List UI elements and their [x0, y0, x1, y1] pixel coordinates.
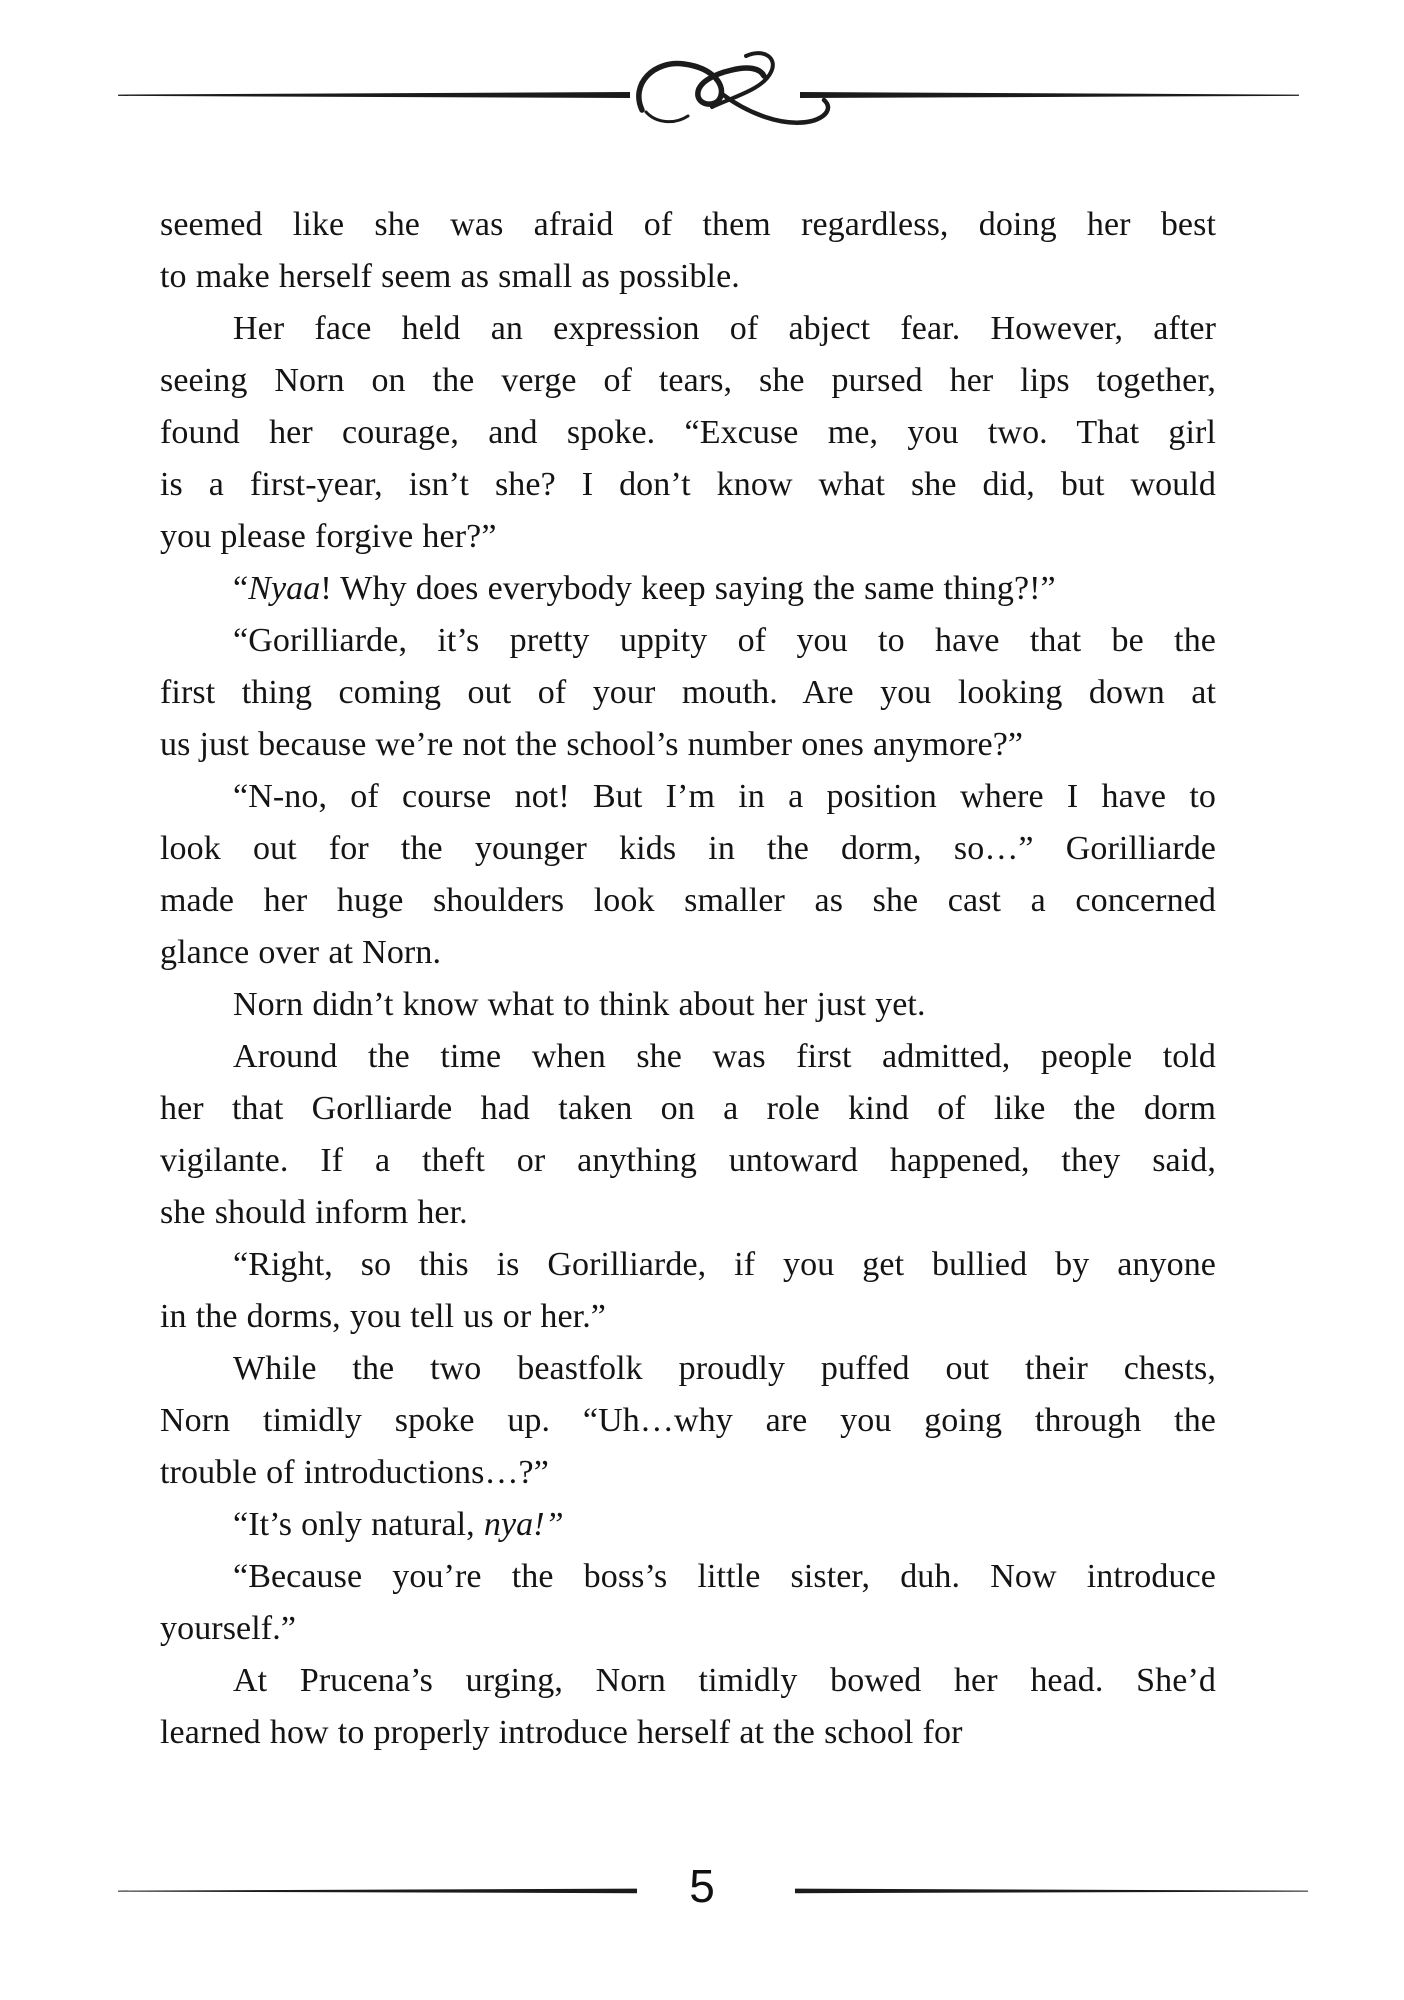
- text-line: [160, 1239, 1216, 1291]
- text-segment: learned how to properly introduce herself at the school for: [160, 1714, 963, 1751]
- text-segment: At Prucena’s urging, Norn timidly bowed her head. She’d: [233, 1662, 1216, 1699]
- text-segment: “N-no, of course not! But I’m in a position where I have to: [233, 778, 1216, 815]
- header-rule: [0, 0, 1404, 170]
- text-line: [160, 355, 1216, 407]
- paragraph: [160, 563, 1216, 615]
- header-rule-left: [118, 92, 630, 98]
- text-line: [160, 1187, 1216, 1239]
- text-segment: seemed like she was afraid of them regardless, doing her best: [160, 206, 1216, 243]
- text-line: [160, 667, 1216, 719]
- text-segment: you please forgive her?”: [160, 518, 497, 555]
- text-segment: Her face held an expression of abject fear. However, after: [233, 310, 1216, 347]
- text-segment: us just because we’re not the school’s number ones anymore?”: [160, 726, 1024, 763]
- text-segment: look out for the younger kids in the dorm, so…” Gorilliarde: [160, 830, 1216, 867]
- paragraph: [160, 1551, 1216, 1655]
- text-line: [160, 979, 1216, 1031]
- paragraph: [160, 303, 1216, 563]
- text-line: [160, 1135, 1216, 1187]
- text-segment: vigilante. If a theft or anything untoward happened, they said,: [160, 1142, 1216, 1179]
- text-segment: in the dorms, you tell us or her.”: [160, 1298, 606, 1335]
- text-segment: to make herself seem as small as possible.: [160, 258, 740, 295]
- paragraph: [160, 771, 1216, 979]
- italic-text-segment: Nyaa: [248, 570, 321, 607]
- text-segment: ! Why does everybody keep saying the same thing?!”: [320, 570, 1056, 607]
- text-line: [160, 1551, 1216, 1603]
- text-line: [160, 1447, 1216, 1499]
- paragraph: [160, 979, 1216, 1031]
- text-segment: her that Gorlliarde had taken on a role kind of like the dorm: [160, 1090, 1216, 1127]
- text-line: [160, 875, 1216, 927]
- text-segment: trouble of introductions…?”: [160, 1454, 549, 1491]
- text-segment: While the two beastfolk proudly puffed out their chests,: [233, 1350, 1216, 1387]
- text-segment: first thing coming out of your mouth. Are you looking down at: [160, 674, 1216, 711]
- paragraph: [160, 1655, 1216, 1759]
- paragraph: [160, 199, 1216, 303]
- text-segment: “Gorilliarde, it’s pretty uppity of you to have that be the: [233, 622, 1216, 659]
- text-line: [160, 1603, 1216, 1655]
- paragraph: [160, 1239, 1216, 1343]
- text-line: [160, 563, 1216, 615]
- text-line: [160, 1707, 1216, 1759]
- text-line: [160, 199, 1216, 251]
- text-segment: “: [233, 570, 249, 607]
- paragraph: [160, 1499, 1216, 1551]
- text-segment: made her huge shoulders look smaller as she cast a concerned: [160, 882, 1216, 919]
- text-line: [160, 1395, 1216, 1447]
- text-line: [160, 771, 1216, 823]
- text-line: [160, 1083, 1216, 1135]
- text-line: [160, 1655, 1216, 1707]
- text-line: [160, 303, 1216, 355]
- text-line: [160, 511, 1216, 563]
- text-line: [160, 1031, 1216, 1083]
- header-rule-right: [800, 92, 1299, 98]
- text-line: [160, 719, 1216, 771]
- text-segment: she should inform her.: [160, 1194, 468, 1231]
- page-number: 5: [689, 1860, 715, 1912]
- text-line: [160, 459, 1216, 511]
- paragraph: [160, 1343, 1216, 1499]
- text-line: [160, 615, 1216, 667]
- text-line: [160, 927, 1216, 979]
- text-segment: found her courage, and spoke. “Excuse me, you two. That girl: [160, 414, 1216, 451]
- page-text: [160, 199, 1216, 1759]
- text-segment: glance over at Norn.: [160, 934, 442, 971]
- text-segment: “Because you’re the boss’s little sister, duh. Now introduce: [233, 1558, 1216, 1595]
- paragraph: [160, 1031, 1216, 1239]
- text-line: [160, 1343, 1216, 1395]
- text-segment: “It’s only natural,: [233, 1506, 484, 1543]
- text-segment: is a first-year, isn’t she? I don’t know what she did, but would: [160, 466, 1216, 503]
- text-segment: seeing Norn on the verge of tears, she pursed her lips together,: [160, 362, 1216, 399]
- paragraph: [160, 615, 1216, 771]
- text-line: [160, 251, 1216, 303]
- text-segment: Norn timidly spoke up. “Uh…why are you going through the: [160, 1402, 1216, 1439]
- text-line: [160, 823, 1216, 875]
- flourish-ornament-icon: [639, 53, 828, 123]
- text-line: [160, 407, 1216, 459]
- text-line: [160, 1499, 1216, 1551]
- text-segment: yourself.”: [160, 1610, 297, 1647]
- italic-text-segment: nya!”: [483, 1506, 564, 1543]
- text-line: [160, 1291, 1216, 1343]
- text-segment: “Right, so this is Gorilliarde, if you get bullied by anyone: [233, 1246, 1216, 1283]
- text-segment: Norn didn’t know what to think about her just yet.: [233, 986, 926, 1023]
- text-segment: Around the time when she was first admitted, people told: [233, 1038, 1216, 1075]
